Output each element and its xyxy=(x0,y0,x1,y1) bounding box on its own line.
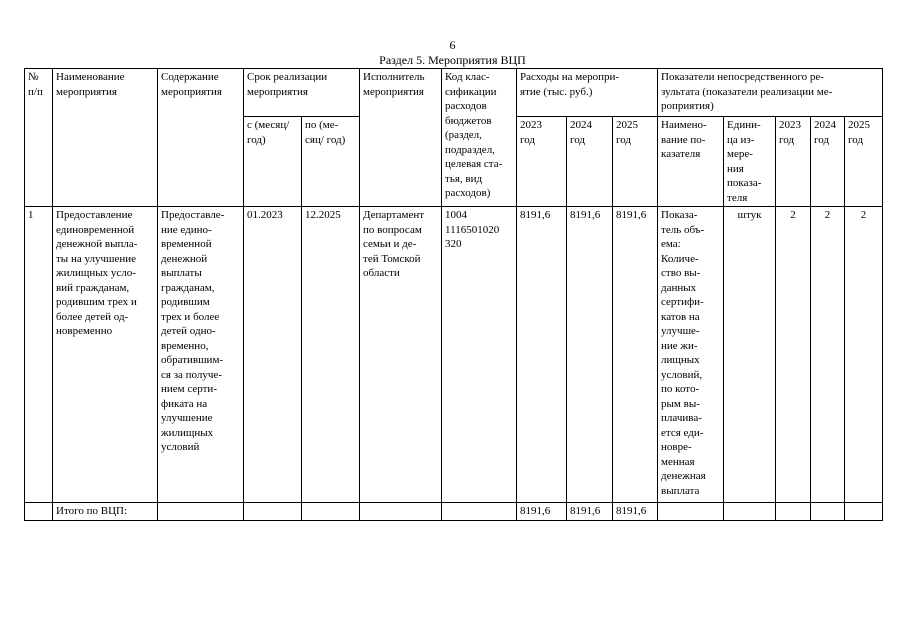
header-period-from: с (месяц/ год) xyxy=(244,117,302,207)
header-indicator-name: Наимено- вание по- казателя xyxy=(658,117,724,207)
total-expense-2024: 8191,6 xyxy=(567,503,613,521)
header-indicator-unit: Едини- ца из- мере- ния показа- теля xyxy=(724,117,776,207)
header-executor: Исполнитель мероприятия xyxy=(360,69,442,207)
row-expense-2024: 8191,6 xyxy=(567,207,613,503)
row-indicator-name: Показа- тель объ- ема: Количе- ство вы- данных сертифи- катов на улучше- ние жи- лищных условий, по кото- рым вы- плачива- ется еди- новре- менная денежная выплата xyxy=(658,207,724,503)
page-number: 6 xyxy=(449,38,456,52)
row-indicator-2024: 2 xyxy=(811,207,845,503)
header-code: Код клас- сификации расходов бюджетов (раздел, подраздел, целевая ста- тья, вид расходов) xyxy=(442,69,517,207)
total-expense-2023: 8191,6 xyxy=(517,503,567,521)
header-period: Срок реализации мероприятия xyxy=(244,69,360,117)
header-indicator-2025: 2025 год xyxy=(845,117,883,207)
header-indicators: Показатели непосредственного ре- зультата (показатели реализации ме- роприятия) xyxy=(658,69,883,117)
total-label: Итого по ВЦП: xyxy=(53,503,158,521)
row-expense-2023: 8191,6 xyxy=(517,207,567,503)
row-indicator-2023: 2 xyxy=(776,207,811,503)
section-title: Раздел 5. Мероприятия ВЦП xyxy=(379,53,526,67)
header-expense-2025: 2025 год xyxy=(613,117,658,207)
row-period-to: 12.2025 xyxy=(302,207,360,503)
header-period-to: по (ме- сяц/ год) xyxy=(302,117,360,207)
header-expenses: Расходы на меропри- ятие (тыс. руб.) xyxy=(517,69,658,117)
row-num: 1 xyxy=(25,207,53,503)
row-content: Предоставле- ние едино- временной денежной выплаты гражданам, родившим трех и более детей одно- временно, обратившим- ся за получе- нием серти- фиката на улучшение жилищных условий xyxy=(158,207,244,503)
header-expense-2023: 2023 год xyxy=(517,117,567,207)
row-name: Предоставление единовременной денежной выпла- ты на улучшение жилищных усло- вий гражданам, родившим трех и более детей од- новременно xyxy=(53,207,158,503)
row-code: 1004 1116501020 320 xyxy=(442,207,517,503)
header-num: № п/п xyxy=(25,69,53,207)
row-indicator-unit: штук xyxy=(724,207,776,503)
row-indicator-2025: 2 xyxy=(845,207,883,503)
header-content: Содержание мероприятия xyxy=(158,69,244,207)
total-row xyxy=(25,503,883,521)
header-name: Наименование мероприятия xyxy=(53,69,158,207)
measures-table xyxy=(24,68,883,521)
table-row xyxy=(25,207,883,503)
row-expense-2025: 8191,6 xyxy=(613,207,658,503)
header-indicator-2024: 2024 год xyxy=(811,117,845,207)
header-expense-2024: 2024 год xyxy=(567,117,613,207)
row-period-from: 01.2023 xyxy=(244,207,302,503)
total-expense-2025: 8191,6 xyxy=(613,503,658,521)
header-indicator-2023: 2023 год xyxy=(776,117,811,207)
row-executor: Департамент по вопросам семьи и де- тей Томской области xyxy=(360,207,442,503)
